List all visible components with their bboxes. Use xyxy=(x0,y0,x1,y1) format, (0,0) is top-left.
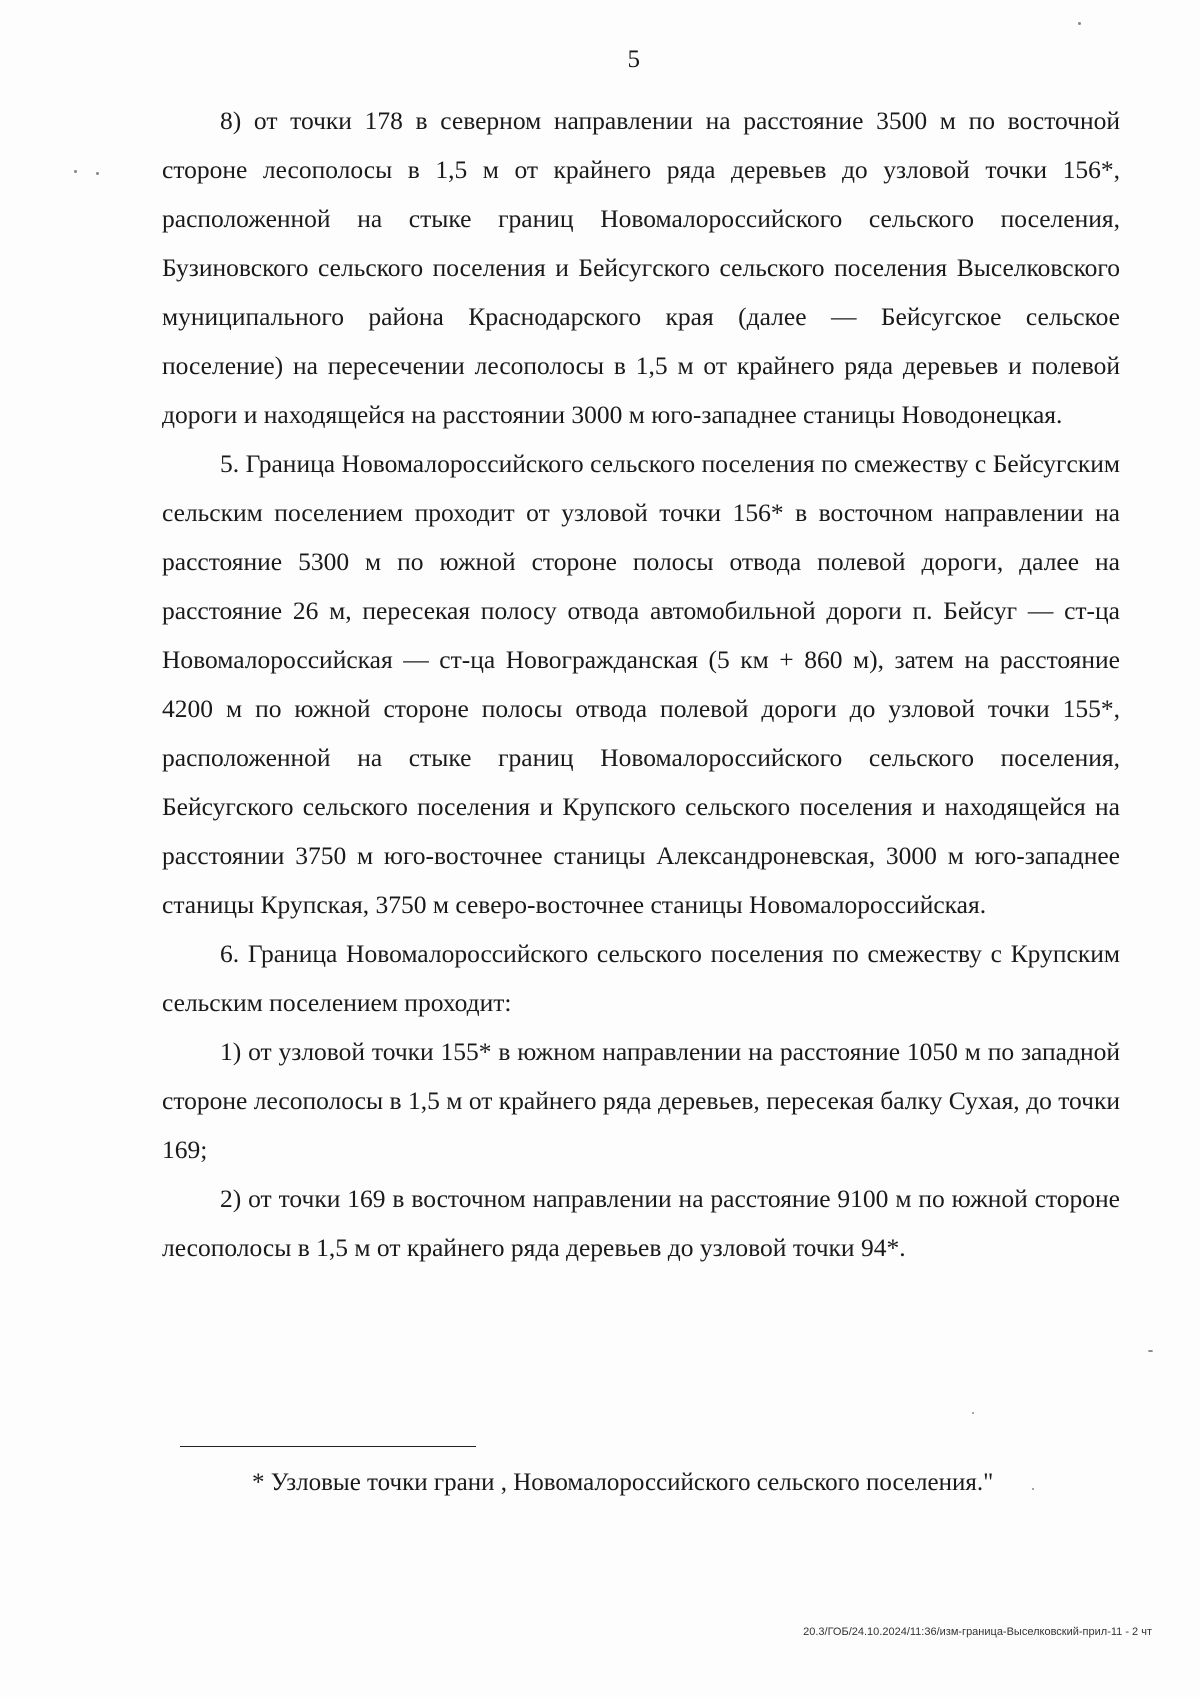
scan-speck xyxy=(972,1412,974,1414)
footer-file-stamp: 20.3/ГОБ/24.10.2024/11:36/изм-граница-Выселковский-прил-11 - 2 чт xyxy=(803,1626,1152,1638)
scan-speck xyxy=(96,172,99,175)
scan-speck xyxy=(1078,22,1081,25)
scan-speck xyxy=(1032,1488,1034,1490)
paragraph-item-1: 1) от узловой точки 155* в южном направлении на расстояние 1050 м по западной стороне лесополосы в 1,5 м от крайнего ряда деревьев, пересекая балку Сухая, до точки 169; xyxy=(162,1037,1120,1164)
scan-speck xyxy=(1148,1350,1153,1352)
footnote: * Узловые точки грани , Новомалороссийского сельского поселения." xyxy=(252,1469,994,1496)
paragraph-section-6: 6. Граница Новомалороссийского сельского поселения по смежеству с Крупским сельским поселением проходит: xyxy=(162,939,1120,1017)
paragraph-item-8: 8) от точки 178 в северном направлении на расстояние 3500 м по восточной стороне лесополосы в 1,5 м от крайнего ряда деревьев до узловой точки 156*, расположенной на стыке границ Новомалороссийского сельского поселения, Бузиновского сельского поселения и Бейсугского сельского поселения Выселковского муниципального района Краснодарского края (далее — Бейсугское сельское поселение) на пересечении лесополосы в 1,5 м от крайнего ряда деревьев и полевой дороги и находящейся на расстоянии 3000 м юго-западнее станицы Новодонецкая. xyxy=(162,106,1120,429)
paragraph-section-5: 5. Граница Новомалороссийского сельского поселения по смежеству с Бейсугским сельским поселением проходит от узловой точки 156* в восточном направлении на расстояние 5300 м по южной стороне полосы отвода полевой дороги, далее на расстояние 26 м, пересекая полосу отвода автомобильной дороги п. Бейсуг — ст-ца Новомалороссийская — ст-ца Новогражданская (5 км + 860 м), затем на расстояние 4200 м по южной стороне полосы отвода полевой дороги до узловой точки 155*, расположенной на стыке границ Новомалороссийского сельского поселения, Бейсугского сельского поселения и Крупского сельского поселения и находящейся на расстоянии 3750 м юго-восточнее станицы Александроневская, 3000 м юго-западнее станицы Крупская, 3750 м северо-восточнее станицы Новомалороссийская. xyxy=(162,449,1120,919)
document-body xyxy=(162,96,1120,1272)
page-number: 5 xyxy=(627,46,641,73)
footnote-divider xyxy=(180,1446,476,1447)
paragraph-item-2: 2) от точки 169 в восточном направлении на расстояние 9100 м по южной стороне лесополосы в 1,5 м от крайнего ряда деревьев до узловой точки 94*. xyxy=(162,1184,1120,1262)
scan-speck xyxy=(74,170,77,173)
